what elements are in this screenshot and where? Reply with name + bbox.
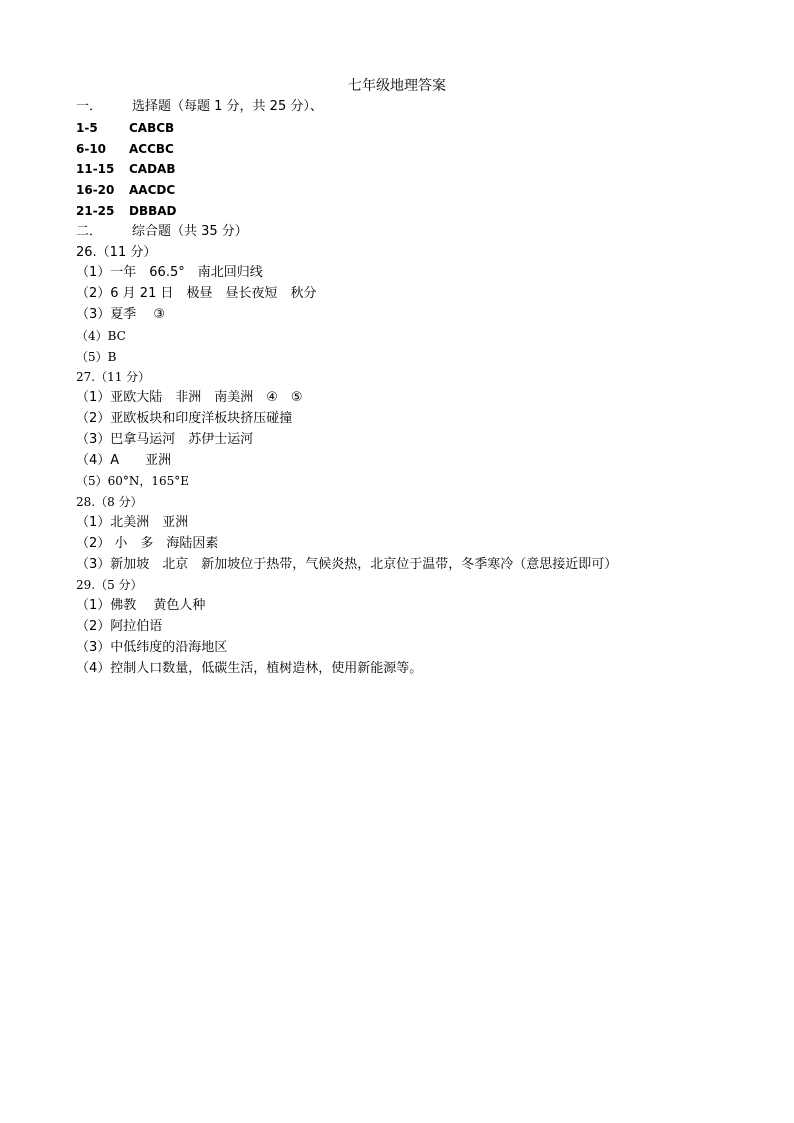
choice-answer-row (76, 180, 776, 201)
answer-line: （1）北美洲 亚洲 (76, 514, 189, 530)
choice-answer-row (76, 201, 776, 222)
question-range: 1-5 (76, 120, 98, 135)
answer-line: （1）佛教 黄色人种 (76, 598, 206, 614)
choice-answer-row (76, 139, 776, 160)
answer-line: （2）6 月 21 日 极昼 昼长夜短 秋分 (76, 286, 317, 302)
question-range: 16-20 (76, 183, 115, 198)
answer-line: （4）控制人口数量，低碳生活，植树造林，使用新能源等。 (76, 660, 423, 676)
section-title: 综合题（共 35 分） (132, 223, 248, 239)
answer-line: （3）夏季 ③ (76, 306, 166, 322)
section-title: 选择题（每题 1 分，共 25 分）、 (132, 99, 323, 114)
answer-line: （4）A 亚洲 (76, 452, 172, 468)
answer-line: （2）阿拉伯语 (76, 618, 163, 634)
question-range: 11-15 (76, 162, 115, 177)
question-header: 28.（8 分） (76, 495, 143, 510)
answer-letters: CABCB (129, 120, 175, 135)
choice-answer-row (76, 118, 776, 139)
choice-answer-row (76, 159, 776, 180)
question-header: 26.（11 分） (76, 244, 157, 260)
answer-line: （5）B (76, 349, 117, 364)
page-title: 七年级地理答案 (348, 78, 446, 94)
answer-line: （3）中低纬度的沿海地区 (76, 639, 228, 655)
section-number: 一． (76, 99, 103, 114)
answer-line: （3）巴拿马运河 苏伊士运河 (76, 431, 254, 447)
answer-letters: ACCBC (129, 141, 174, 156)
section-number: 二． (76, 223, 103, 239)
answer-letters: DBBAD (129, 203, 177, 218)
answer-line: （4）BC (76, 328, 126, 343)
answer-line: （1）亚欧大陆 非洲 南美洲 ④ ⑤ (76, 390, 303, 406)
question-header: 29.（5 分） (76, 578, 143, 593)
answer-line: （2） 小 多 海陆因素 (76, 535, 219, 551)
answer-line: （2）亚欧板块和印度洋板块挤压碰撞 (76, 410, 293, 426)
answer-letters: CADAB (129, 162, 176, 177)
question-range: 21-25 (76, 203, 115, 218)
question-header: 27.（11 分） (76, 370, 151, 385)
answer-line: （3）新加坡 北京 新加坡位于热带，气候炎热，北京位于温带，冬季寒冷（意思接近即可） (76, 556, 618, 572)
question-range: 6-10 (76, 141, 107, 156)
answer-line: （1）一年 66.5° 南北回归线 (76, 265, 263, 281)
answer-content (76, 97, 776, 679)
section1-heading (76, 97, 776, 118)
section2-heading (76, 222, 776, 243)
answer-letters: AACDC (129, 183, 176, 198)
answer-line: （5）60°N，165°E (76, 474, 190, 489)
